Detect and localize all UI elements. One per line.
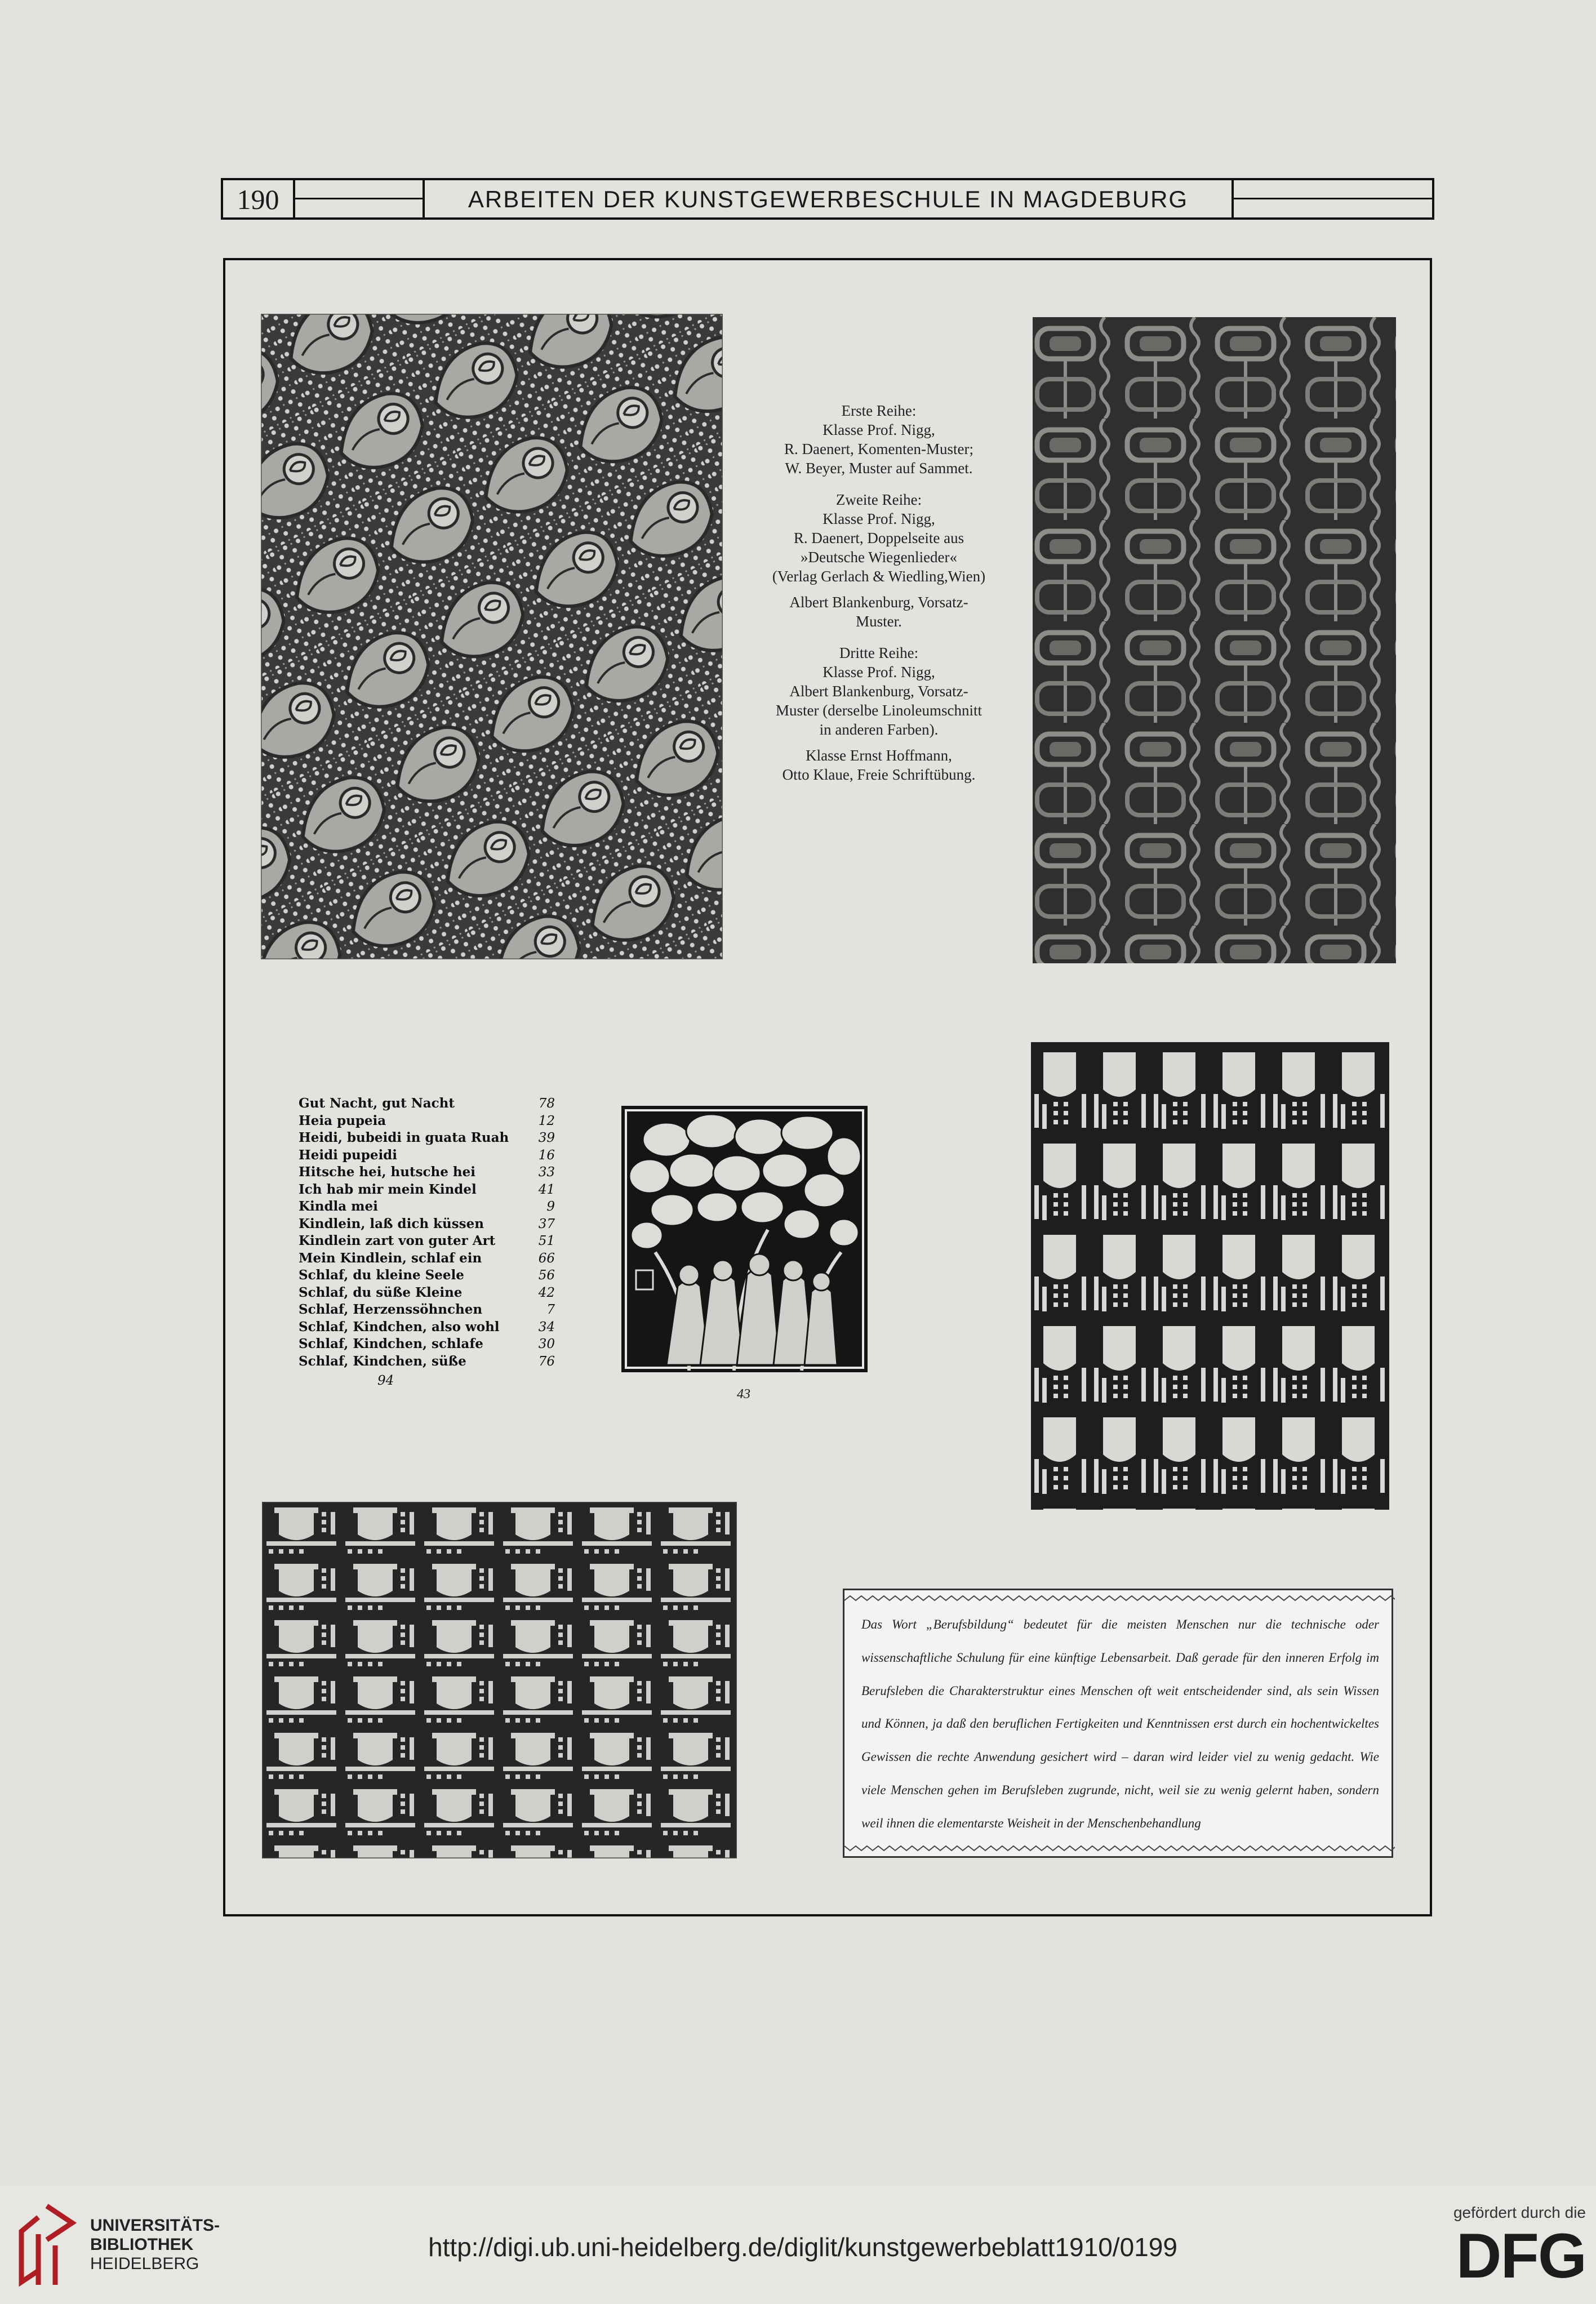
university-library-logo-icon (16, 2200, 78, 2290)
velvet-pattern-image (1033, 317, 1396, 963)
caption-third-row: Dritte Reihe: Klasse Prof. Nigg, Albert Blankenburg, Vorsatz- Muster (derselbe Linoleumschnitt in anderen Farben). (776, 644, 982, 738)
index-entry: Mein Kindlein, schlaf ein 66 (299, 1250, 555, 1266)
woodcut-illustration (621, 1106, 868, 1372)
zigzag-border-top (844, 1595, 1395, 1602)
caption-second-row: Zweite Reihe: Klasse Prof. Nigg, R. Daenert, Doppelseite aus »Deutsche Wiegenlieder« (Verlag Gerlach & Wiedling,Wien) (772, 491, 986, 585)
source-url[interactable]: http://digi.ub.uni-heidelberg.de/diglit/kunstgewerbeblatt1910/0199 (428, 2232, 1177, 2262)
endpaper-pattern-light (262, 1502, 737, 1858)
index-entry: Schlaf, Kindchen, süße 76 (299, 1353, 555, 1369)
comet-pattern-image (261, 314, 723, 959)
zigzag-border-bottom (844, 1845, 1395, 1852)
index-entry: Kindlein, laß dich küssen 37 (299, 1216, 555, 1231)
index-entry: Kindla mei 9 (299, 1199, 555, 1214)
page-number: 190 (237, 184, 279, 215)
index-entry: Schlaf, Kindchen, also wohl 34 (299, 1319, 555, 1335)
index-entry: Schlaf, Herzenssöhnchen 7 (299, 1302, 555, 1317)
index-entry: Kindlein zart von guter Art 51 (299, 1233, 555, 1248)
index-entry: Heidi, bubeidi in guata Ruah 39 (299, 1130, 555, 1145)
caption-script: Klasse Ernst Hoffmann, Otto Klaue, Freie Schriftübung. (782, 747, 976, 783)
endpaper-pattern-dark (1031, 1042, 1389, 1510)
dfg-logo: DFG (1456, 2221, 1586, 2291)
index-entry: Ich hab mir mein Kindel 41 (299, 1181, 555, 1197)
caption-first-row: Erste Reihe: Klasse Prof. Nigg, R. Daenert, Komenten-Muster; W. Beyer, Muster auf Sammet. (784, 402, 973, 477)
index-entry: Gut Nacht, gut Nacht 78 (299, 1096, 555, 1111)
script-exercise (843, 1589, 1393, 1858)
caption-endpaper: Albert Blankenburg, Vorsatz- Muster. (789, 594, 968, 630)
running-title: ARBEITEN DER KUNSTGEWERBESCHULE IN MAGDEBURG (468, 186, 1189, 212)
right-page-number: 43 (737, 1387, 750, 1402)
script-exercise-text: Das Wort „Berufsbildung“ bedeutet für die meisten Menschen nur die technische oder wissenschaftliche Schulung für eine künftige Lebensarbeit. Daß gerade für den inneren Erfolg im Berufsleben die Charakterstruktur eines Menschen oft weit entscheidender sind, als sein Wissen und Können, ja daß den beruflichen Fertigkeiten und Kenntnissen erst durch ein hochentwickeltes Gewissen die rechte Anwendung gesichert wird – daran wird leider viel zu wenig gedacht. Wie viele Menschen gehen im Berufsleben zugrunde, nicht, weil sie zu wenig gelernt haben, sondern weil ihnen die elementarste Weisheit in der Menschenbehandlung (861, 1617, 1379, 1830)
index-entry: Hitsche hei, hutsche hei 33 (299, 1164, 555, 1180)
left-page-number: 94 (377, 1373, 394, 1388)
index-entry: Schlaf, du süße Kleine 42 (299, 1284, 555, 1300)
index-entry: Schlaf, Kindchen, schlafe 30 (299, 1336, 555, 1351)
funding-note: gefördert durch die (1453, 2204, 1586, 2221)
index-entry: Schlaf, du kleine Seele 56 (299, 1267, 555, 1283)
lullaby-index (299, 1095, 555, 1390)
plate-caption (744, 401, 1014, 797)
index-entry: Heia pupeia 12 (299, 1113, 555, 1128)
library-name: UNIVERSITÄTS- BIBLIOTHEK HEIDELBERG (90, 2216, 220, 2273)
index-entry: Heidi pupeidi 16 (299, 1147, 555, 1163)
